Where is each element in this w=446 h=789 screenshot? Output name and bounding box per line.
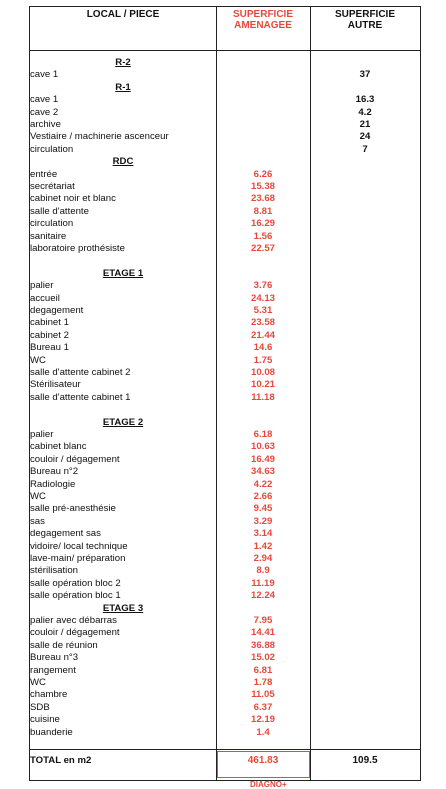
surface-amenagee-value: 11.19 <box>251 577 275 589</box>
table-row <box>0 218 446 230</box>
surface-amenagee-value: 6.81 <box>253 664 273 676</box>
surface-amenagee-value: 9.45 <box>253 503 273 515</box>
total-bottom-border <box>29 780 421 781</box>
room-label: palier <box>30 280 54 292</box>
room-label: salle d'attente cabinet 2 <box>30 367 131 378</box>
room-label: Vestiaire / machinerie ascenceur <box>30 131 169 143</box>
surface-amenagee-value: 22.57 <box>250 243 275 254</box>
table-row <box>0 702 446 714</box>
table-row <box>0 392 446 404</box>
room-label: sanitaire <box>30 230 67 242</box>
room-label: cave 1 <box>30 94 59 106</box>
table-row <box>0 144 446 156</box>
room-label: Bureau n°3 <box>30 652 79 664</box>
table-row <box>0 193 446 205</box>
room-label: Bureau n°2 <box>30 466 79 478</box>
surface-amenagee-value: 8.9 <box>256 565 270 577</box>
room-label: lave-main/ préparation <box>30 553 126 564</box>
room-label: circulation <box>30 143 74 155</box>
table-row <box>0 131 446 143</box>
blank-row <box>0 255 446 267</box>
section-row <box>0 603 446 615</box>
surface-autre-value: 21 <box>359 119 371 130</box>
surface-amenagee-value: 4.22 <box>253 478 273 490</box>
table-row <box>0 466 446 478</box>
surface-amenagee-value: 12.19 <box>250 714 275 726</box>
table-row <box>0 565 446 577</box>
table-row <box>0 503 446 515</box>
room-label: degagement sas <box>30 528 101 540</box>
room-label: Radiologie <box>30 478 76 490</box>
surface-amenagee-value: 15.02 <box>250 652 275 664</box>
section-row <box>0 156 446 168</box>
surface-amenagee-value: 23.58 <box>250 317 275 329</box>
table-row <box>0 317 446 329</box>
table-row <box>0 169 446 181</box>
surface-amenagee-value: 1.4 <box>256 726 270 738</box>
surface-amenagee-value: 10.63 <box>250 441 275 453</box>
section-row <box>0 82 446 94</box>
room-label: archive <box>30 119 61 130</box>
blank-row <box>0 404 446 416</box>
section-title: ETAGE 3 <box>102 602 144 614</box>
room-label: cabinet 1 <box>30 317 69 329</box>
table-row <box>0 714 446 726</box>
room-label: couloir / dégagement <box>30 453 120 465</box>
section-title: R-2 <box>115 57 131 68</box>
table-row <box>0 429 446 441</box>
surface-amenagee-value: 21.44 <box>250 329 275 341</box>
table-row <box>0 553 446 565</box>
table-row <box>0 578 446 590</box>
room-label: accueil <box>30 292 60 304</box>
table-row <box>0 305 446 317</box>
table-row <box>0 665 446 677</box>
table-row <box>0 627 446 639</box>
room-label: WC <box>30 677 46 688</box>
header-local-piece: LOCAL / PIECE <box>86 9 160 20</box>
diagno-stamp: DIAGNO+ <box>250 780 287 789</box>
room-label: salle pré-anesthésie <box>30 503 116 515</box>
room-label: secrétariat <box>30 181 75 192</box>
table-row <box>0 280 446 292</box>
room-label: entrée <box>30 168 58 180</box>
room-label: SDB <box>30 701 50 713</box>
surface-amenagee-value: 8.81 <box>253 205 273 217</box>
table-row <box>0 727 446 739</box>
table-row <box>0 528 446 540</box>
table-row <box>0 454 446 466</box>
room-label: salle opération bloc 2 <box>30 577 121 589</box>
surface-amenagee-value: 7.95 <box>253 615 273 626</box>
surface-amenagee-value: 6.26 <box>253 168 273 180</box>
surface-amenagee-value: 16.49 <box>250 453 275 465</box>
room-label: degagement <box>30 305 84 316</box>
surface-amenagee-value: 1.42 <box>253 540 273 552</box>
table-row <box>0 293 446 305</box>
section-title: ETAGE 2 <box>102 416 144 428</box>
table-row <box>0 640 446 652</box>
room-label: cabinet blanc <box>30 441 87 453</box>
room-label: laboratoire prothésiste <box>30 243 125 254</box>
surface-amenagee-value: 10.08 <box>250 367 275 378</box>
room-label: cabinet noir et blanc <box>30 193 116 205</box>
room-label: cave 1 <box>30 69 59 81</box>
surface-autre-value: 37 <box>359 69 371 81</box>
surface-amenagee-value: 1.78 <box>253 677 273 688</box>
table-row <box>0 677 446 689</box>
room-label: palier <box>30 429 54 440</box>
surface-autre-value: 7 <box>362 143 368 155</box>
room-label: salle de réunion <box>30 639 98 651</box>
table-row <box>0 94 446 106</box>
surface-amenagee-value: 3.29 <box>253 515 273 527</box>
section-row <box>0 57 446 69</box>
table-row <box>0 516 446 528</box>
total-top-border <box>29 749 421 750</box>
room-label: rangement <box>30 664 76 676</box>
room-label: circulation <box>30 218 74 230</box>
table-row <box>0 342 446 354</box>
surface-amenagee-value: 1.56 <box>253 230 273 242</box>
section-row <box>0 268 446 280</box>
surface-amenagee-value: 23.68 <box>250 193 275 205</box>
table-row <box>0 69 446 81</box>
table-row <box>0 119 446 131</box>
surface-amenagee-value: 12.24 <box>250 590 275 602</box>
table-row <box>0 590 446 602</box>
room-label: cave 2 <box>30 106 59 118</box>
table-row <box>0 541 446 553</box>
room-label: couloir / dégagement <box>30 627 120 639</box>
table-row <box>0 181 446 193</box>
room-label: WC <box>30 491 46 502</box>
room-label: salle d'attente cabinet 1 <box>30 391 131 403</box>
room-label: salle d'attente <box>30 205 89 217</box>
room-label: Stérilisateur <box>30 379 81 391</box>
table-row <box>0 379 446 391</box>
room-label: palier avec débarras <box>30 615 117 626</box>
surface-amenagee-value: 10.21 <box>250 379 275 391</box>
surface-amenagee-value: 6.37 <box>253 701 273 713</box>
table-row <box>0 689 446 701</box>
table-row <box>0 367 446 379</box>
table-row <box>0 479 446 491</box>
surface-amenagee-value: 3.76 <box>253 280 273 292</box>
room-label: cuisine <box>30 714 60 726</box>
total-label: TOTAL en m2 <box>30 755 92 766</box>
surface-amenagee-value: 34.63 <box>250 466 275 478</box>
surface-amenagee-value: 3.14 <box>253 528 273 540</box>
total-amenagee-value: 461.83 <box>247 755 279 766</box>
header-superficie-autre: SUPERFICIE AUTRE <box>334 9 395 31</box>
section-row <box>0 417 446 429</box>
room-label: sas <box>30 515 45 527</box>
table-row <box>0 615 446 627</box>
room-label: chambre <box>30 689 68 701</box>
table-row <box>0 330 446 342</box>
table-row <box>0 491 446 503</box>
room-label: cabinet 2 <box>30 329 69 341</box>
table-row <box>0 652 446 664</box>
section-title: R-1 <box>115 81 131 93</box>
surface-amenagee-value: 36.88 <box>250 639 275 651</box>
surface-amenagee-value: 15.38 <box>250 181 275 192</box>
room-label: WC <box>30 354 46 366</box>
table-row <box>0 441 446 453</box>
table-row <box>0 231 446 243</box>
surface-amenagee-value: 5.31 <box>253 305 273 316</box>
surface-autre-value: 24 <box>359 131 371 143</box>
surface-amenagee-value: 11.18 <box>251 391 275 403</box>
surface-amenagee-value: 24.13 <box>250 292 275 304</box>
header-bottom-border <box>29 50 421 51</box>
room-label: vidoire/ local technique <box>30 540 128 552</box>
surface-amenagee-value: 1.75 <box>253 354 273 366</box>
room-label: salle opération bloc 1 <box>30 590 121 602</box>
room-label: Bureau 1 <box>30 342 69 354</box>
table-row <box>0 355 446 367</box>
table-row <box>0 107 446 119</box>
header-superficie-amenagee: SUPERFICIE AMENAGEE <box>232 9 293 31</box>
surface-amenagee-value: 14.41 <box>250 627 275 639</box>
table-top-border <box>29 6 421 7</box>
surface-amenagee-value: 14.6 <box>253 342 273 354</box>
surface-amenagee-value: 16.29 <box>250 218 275 230</box>
section-title: RDC <box>112 156 134 168</box>
surface-autre-value: 16.3 <box>355 94 375 106</box>
section-title: ETAGE 1 <box>102 267 144 279</box>
table-row <box>0 206 446 218</box>
surface-autre-value: 4.2 <box>358 106 372 118</box>
surface-amenagee-value: 6.18 <box>253 429 273 440</box>
room-label: stérilisation <box>30 565 78 577</box>
surface-amenagee-value: 2.66 <box>253 491 273 502</box>
surface-amenagee-value: 2.94 <box>253 553 273 564</box>
surface-amenagee-value: 11.05 <box>251 689 275 701</box>
room-label: buanderie <box>30 726 73 738</box>
total-autre-value: 109.5 <box>352 755 378 766</box>
table-row <box>0 243 446 255</box>
